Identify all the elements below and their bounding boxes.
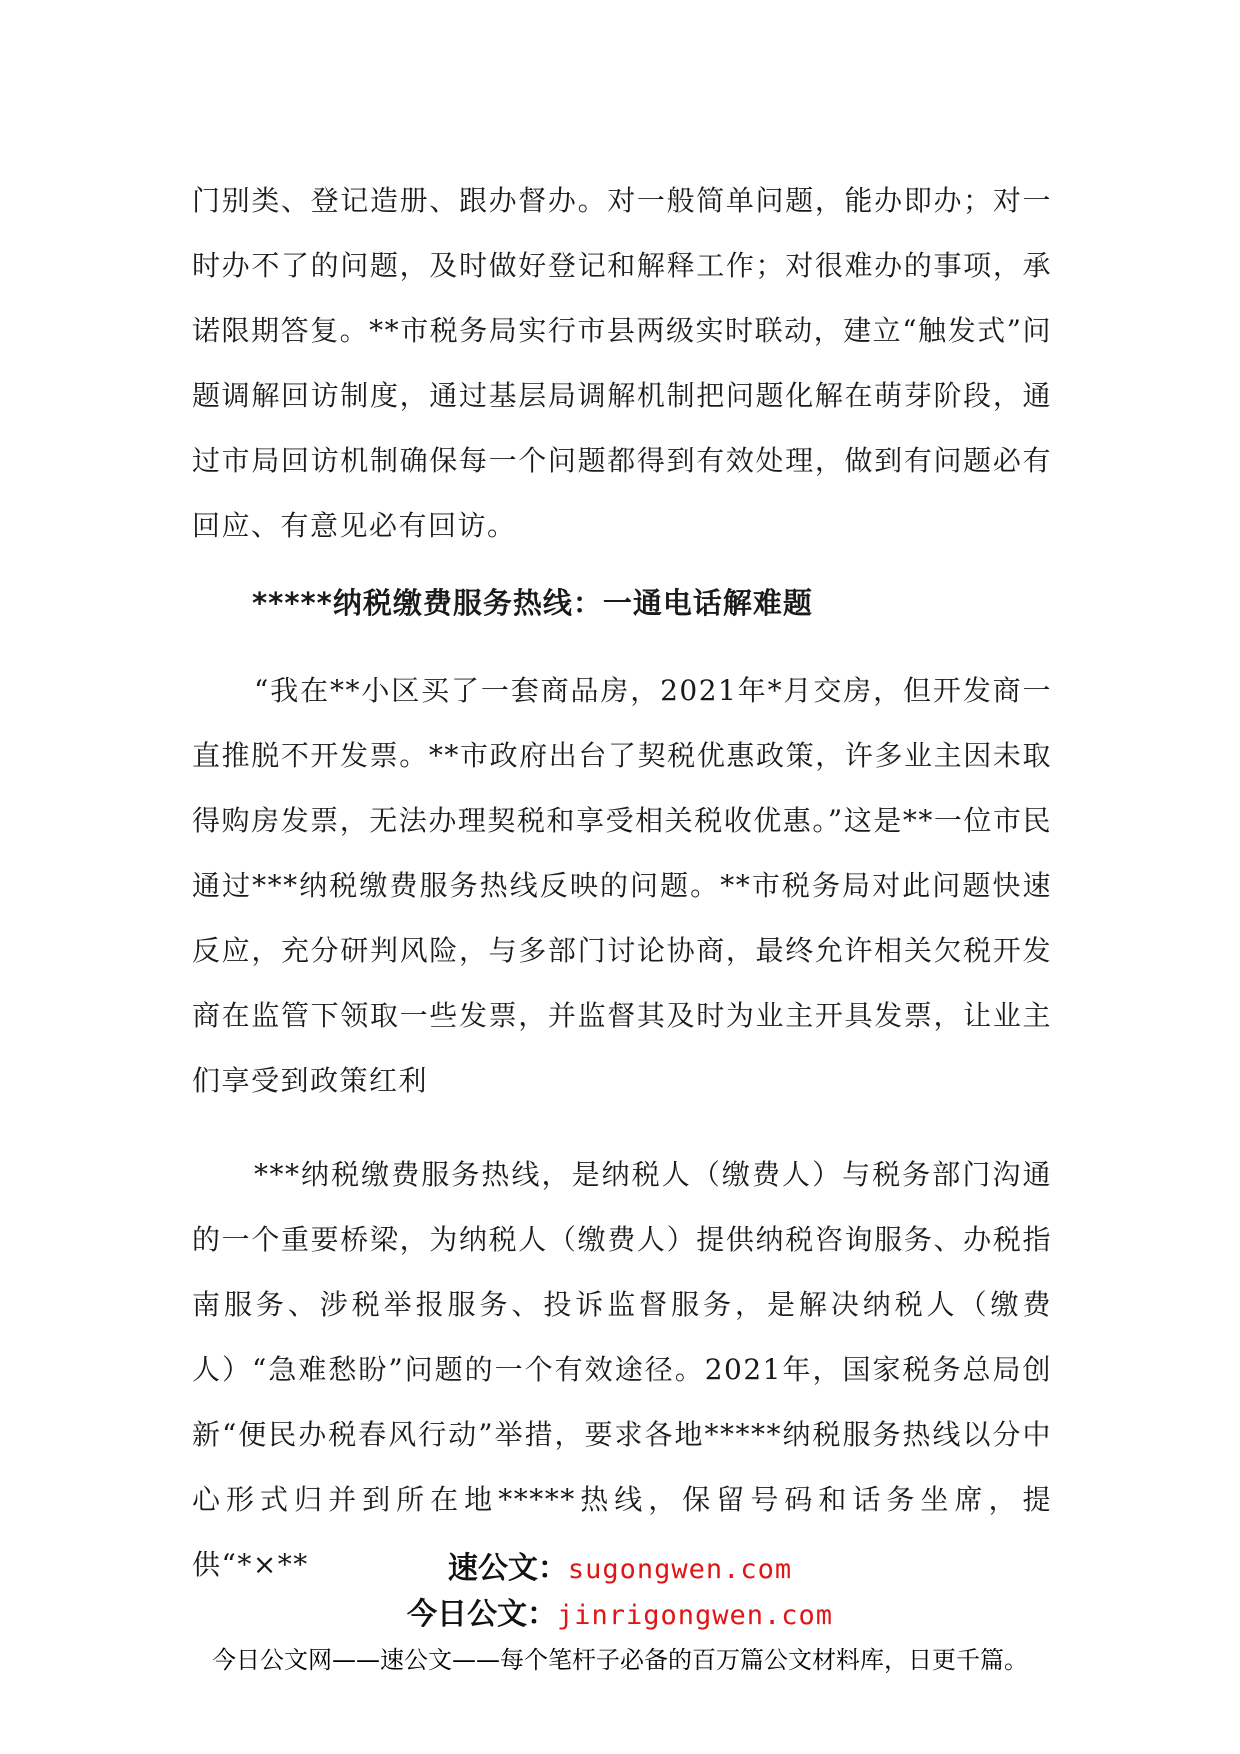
footer-link-jinrigongwen[interactable]: jinrigongwen.com — [556, 1600, 834, 1631]
body-paragraph-1: 门别类、登记造册、跟办督办。对一般简单问题，能办即办；对一时办不了的问题，及时做好登记和解释工作；对很难办的事项，承诺限期答复。**市税务局实行市县两级实时联动，建立“触发式”问题调解回访制度，通过基层局调解机制把问题化解在萌芽阶段，通过市局回访机制确保每一个问题都得到有效处理，做到有问题必有回应、有意见必有回访。 — [192, 184, 1052, 542]
footer-tagline: 今日公文网——速公文——每个笔杆子必备的百万篇公文材料库，日更千篇。 — [212, 1646, 1028, 1674]
footer-jinrigongwen — [0, 1594, 1240, 1637]
body-paragraph-2: “我在**小区买了一套商品房，2021年*月交房，但开发商一直推脱不开发票。**市政府出台了契税优惠政策，许多业主因未取得购房发票，无法办理契税和享受相关税收优惠。”这是**一位市民通过***纳税缴费服务热线反映的问题。**市税务局对此问题快速反应，充分研判风险，与多部门讨论协商，最终允许相关欠税开发商在监管下领取一些发票，并监督其及时为业主开具发票，让业主们享受到政策红利 — [192, 674, 1052, 1097]
body-paragraph-3: ***纳税缴费服务热线，是纳税人（缴费人）与税务部门沟通的一个重要桥梁，为纳税人（缴费人）提供纳税咨询服务、办税指南服务、涉税举报服务、投诉监督服务，是解决纳税人（缴费人）“急难愁盼”问题的一个有效途径。2021年，国家税务总局创新“便民办税春风行动”举措，要求各地*****纳税服务热线以分中心形式归并到所在地*****热线，保留号码和话务坐席，提供“*×** — [192, 1158, 1052, 1581]
footer-link-sugongwen[interactable]: sugongwen.com — [567, 1554, 793, 1585]
footer-label-sugongwen: 速公文： — [447, 1551, 568, 1586]
footer-label-jinrigongwen: 今日公文： — [406, 1597, 557, 1632]
footer-sugongwen — [0, 1548, 1240, 1591]
section-heading: *****纳税缴费服务热线：一通电话解难题 — [252, 586, 813, 620]
